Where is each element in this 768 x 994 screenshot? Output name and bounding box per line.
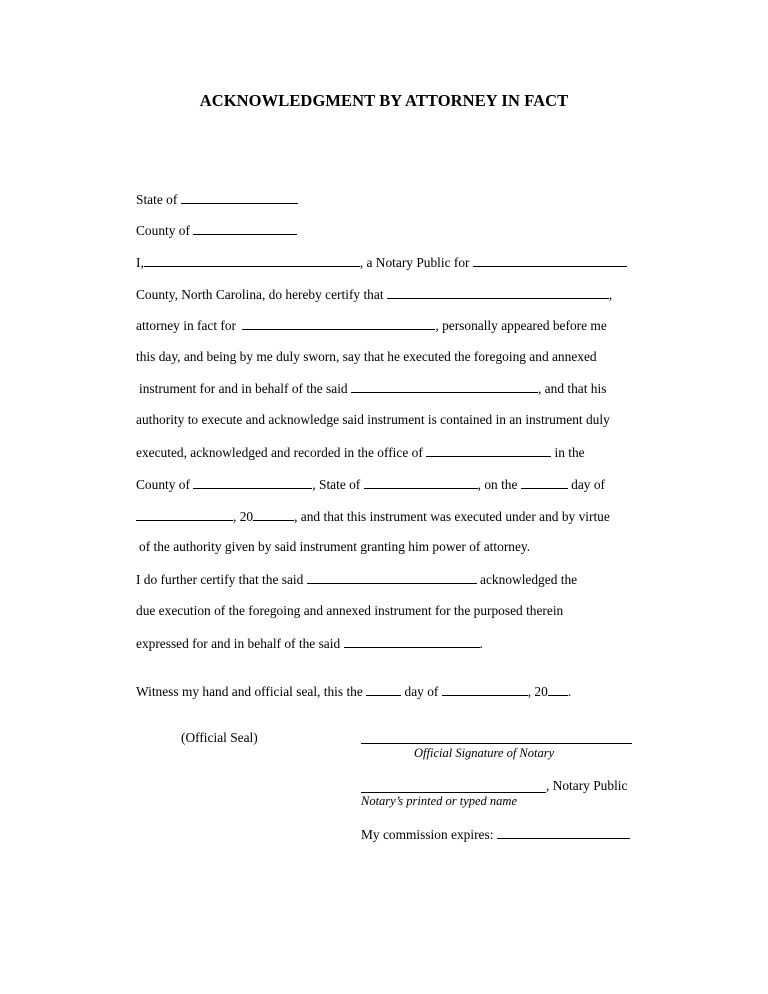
certify-line: [136, 285, 612, 304]
expressed-label: expressed for and in behalf of the said: [136, 636, 341, 651]
expressed-line: [136, 634, 483, 653]
acknowledged-the-label: acknowledged the: [480, 572, 578, 587]
state-label: State of: [136, 192, 178, 207]
principal-name-field[interactable]: [242, 316, 435, 330]
i-prefix: I,: [136, 255, 144, 270]
state-line: [136, 190, 298, 209]
executed-under-label: , and that this instrument was executed under and by virtue: [294, 509, 610, 524]
record-year-field[interactable]: [253, 507, 294, 521]
witness-day-field[interactable]: [366, 682, 401, 696]
witness-month-field[interactable]: [442, 682, 528, 696]
official-seal-label: (Official Seal): [181, 730, 258, 745]
expressed-name-field[interactable]: [344, 634, 480, 648]
official-signature-caption: Official Signature of Notary: [414, 746, 555, 760]
witness-20-label: , 20: [527, 684, 548, 699]
county-of-label: County of: [136, 477, 190, 492]
instrument-line: [139, 379, 606, 398]
office-field[interactable]: [426, 443, 551, 457]
attorney-for-label: attorney in fact for: [136, 318, 237, 333]
day-of-label: day of: [571, 477, 605, 492]
further-certify-line: [136, 570, 577, 589]
county-state-date-line: [136, 475, 605, 494]
printed-name-caption: Notary’s printed or typed name: [361, 794, 518, 808]
record-month-field[interactable]: [136, 507, 233, 521]
behalf-name-field[interactable]: [351, 379, 538, 393]
notary-public-label: , Notary Public: [546, 778, 628, 793]
notary-for-label: , a Notary Public for: [359, 255, 470, 270]
comma-text: ,: [608, 287, 613, 302]
state-field[interactable]: [181, 190, 298, 204]
witness-end-text: .: [567, 684, 572, 699]
county-nc-label: County, North Carolina, do hereby certify that: [136, 287, 384, 302]
attorney-acknowledged-field[interactable]: [307, 570, 477, 584]
notary-name-field[interactable]: [144, 253, 360, 267]
notary-intro-line: [136, 253, 627, 272]
witness-label: Witness my hand and official seal, this the: [136, 684, 363, 699]
commission-expires-field[interactable]: [497, 825, 630, 839]
commission-expires-line: [361, 825, 630, 844]
personally-label: , personally appeared before me: [435, 318, 607, 333]
authority-line: authority to execute and acknowledge said instrument is contained in an instrument duly: [136, 412, 610, 427]
year-20-label: , 20: [233, 509, 254, 524]
state-of-label: , State of: [312, 477, 361, 492]
authority-given-line: of the authority given by said instrument granting him power of attorney.: [139, 539, 531, 554]
county-field[interactable]: [193, 221, 297, 235]
witness-year-field[interactable]: [548, 682, 568, 696]
and-that-his-label: , and that his: [537, 381, 607, 396]
record-state-field[interactable]: [364, 475, 478, 489]
notary-signature-line[interactable]: [361, 743, 632, 744]
notary-printed-name-line[interactable]: [361, 792, 546, 793]
witness-day-of-label: day of: [404, 684, 439, 699]
on-the-label: , on the: [477, 477, 518, 492]
period-text: .: [479, 636, 483, 651]
in-the-label: in the: [554, 445, 585, 460]
record-day-field[interactable]: [521, 475, 568, 489]
sworn-line: this day, and being by me duly sworn, say that he executed the foregoing and annexed: [136, 349, 597, 364]
county-label: County of: [136, 223, 190, 238]
record-county-field[interactable]: [193, 475, 312, 489]
document-title: ACKNOWLEDGMENT BY ATTORNEY IN FACT: [199, 91, 569, 110]
county-line: [136, 221, 297, 240]
recorded-line: [136, 443, 585, 462]
recorded-label: executed, acknowledged and recorded in the office of: [136, 445, 423, 460]
witness-line: [136, 682, 571, 701]
notary-county-field[interactable]: [473, 253, 627, 267]
commission-expires-label: My commission expires:: [361, 827, 494, 842]
principal-attorney-field[interactable]: [387, 285, 609, 299]
instrument-behalf-label: instrument for and in behalf of the said: [139, 381, 348, 396]
due-execution-line: due execution of the foregoing and annexed instrument for the purposed therein: [136, 603, 564, 618]
month-year-line: [136, 507, 610, 526]
further-certify-label: I do further certify that the said: [136, 572, 304, 587]
attorney-line: [136, 316, 607, 335]
